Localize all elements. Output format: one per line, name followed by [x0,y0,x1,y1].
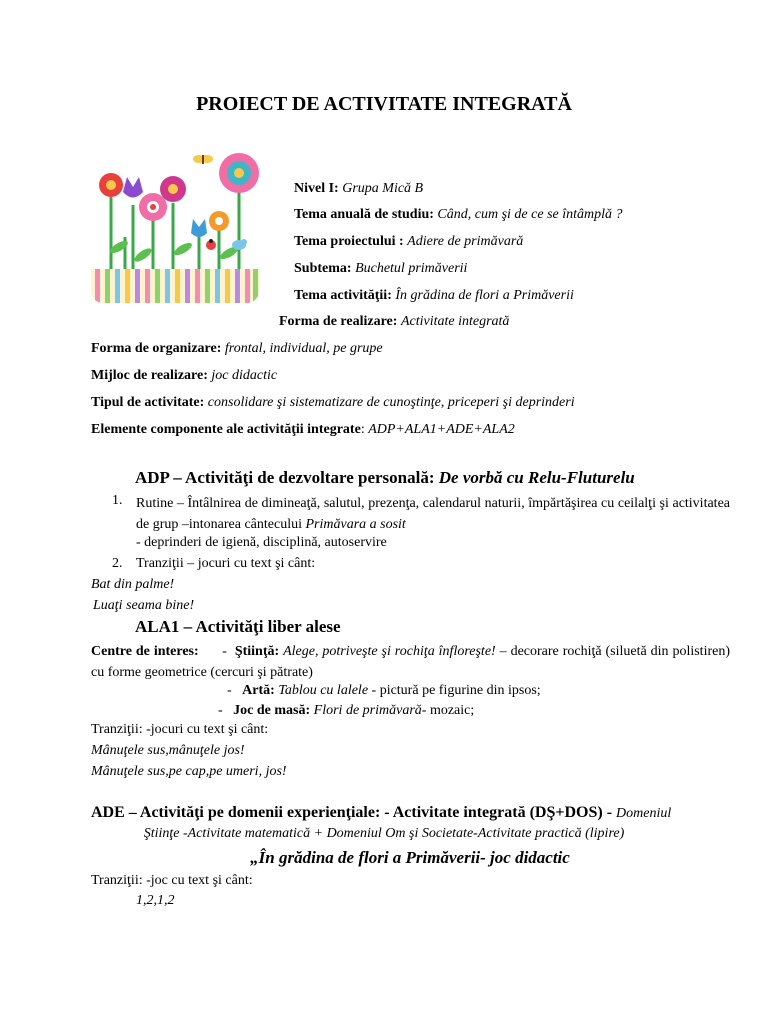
stiinta-title: Alege, potriveşte şi rochiţa înfloreşte! [283,644,496,659]
flower-magenta [160,176,186,202]
striped-band [91,269,259,303]
mijloc-row [91,368,277,384]
ade-heading-tail: Domeniul [616,806,672,821]
forma-realizare-value: Activitate integrată [400,314,510,329]
tema-anuala-label: Tema anuală de studiu: [294,207,434,222]
adp-item1-number: 1. [112,493,123,508]
stiinta-dash: - [222,644,227,659]
ade-heading-text: ADE – Activităţi pe domenii experienţiale: - Activitate integrată (DŞ+DOS) - [91,804,613,821]
tema-proiect-value: Adiere de primăvară [407,234,524,249]
tema-anuala-value: Când, cum şi de ce se întâmplă ? [437,207,623,222]
adp-heading-title: De vorbă cu Relu-Fluturelu [438,468,635,487]
tema-activitatii-value: În grădina de flori a Primăverii [395,288,574,303]
flower-pink [139,193,167,221]
ala1-tranzitii: Tranziţii: -jocuri cu text şi cânt: [91,722,269,737]
adp-heading-text: ADP – Activităţi de dezvoltare personală: [135,468,435,487]
arta-desc: - pictură pe figurine din ipsos; [371,683,541,698]
flower-big-teal [219,153,259,193]
adp-item2-number: 2. [112,556,123,571]
tipul-value: consolidare şi sistematizare de cunoştinţe, priceperi şi deprinderi [207,395,575,410]
centre-label: Centre de interes: [91,644,199,659]
adp-item1-song: Primăvara a sosit [305,517,406,532]
adp-rhyme-1: Bat din palme! [91,577,175,592]
ala1-rhyme-2: Mânuţele sus,pe cap,pe umeri, jos! [91,764,287,779]
tema-proiect-label: Tema proiectului : [294,234,404,249]
document-title: PROIECT DE ACTIVITATE INTEGRATĂ [196,93,572,115]
ade-subtitle: „În grădina de flori a Primăverii- joc didactic [250,848,570,867]
arta-dash: - [227,683,232,698]
adp-item1-sub: - deprinderi de igienă, disciplină, autoservire [136,535,387,550]
nivel-value: Grupa Mică B [342,181,424,196]
adp-item2-text: Tranziţii – jocuri cu text şi cânt: [136,556,316,571]
adp-rhyme-2: Luaţi seama bine! [93,598,195,613]
ade-heading [91,804,671,822]
nivel-label: Nivel I: [294,181,339,196]
forma-realizare-label: Forma de realizare: [279,314,398,329]
ala1-joc [218,703,474,719]
adp-item1 [136,493,730,535]
tipul-label: Tipul de activitate: [91,395,205,410]
forma-organizare-value: frontal, individual, pe grupe [224,341,383,356]
flower-red [99,173,123,197]
arta-title: Tablou cu lalele [278,683,369,698]
adp-heading [135,468,635,488]
ala1-heading: ALA1 – Activităţi liber alese [135,617,341,636]
joc-title: Flori de primăvară [313,703,422,718]
subtema-label: Subtema: [294,261,352,276]
arta-label: Artă: [242,683,275,698]
elemente-row [91,422,515,438]
joc-desc: - mozaic; [421,703,475,718]
stiinta-desc: – decorare rochiţă (siluetă din polistiren) cu forme geometrice (cercuri şi pătrate) [91,644,730,680]
forma-organizare-row [91,341,383,357]
ade-tranzitii: Tranziţii: -joc cu text şi cânt: [91,873,253,888]
tema-activitatii-row [294,288,574,304]
elemente-label: Elemente componente ale activităţii integrate [91,422,361,437]
flower-orange [209,211,229,231]
subtema-row [294,261,467,277]
tema-proiect-row [294,234,523,250]
ala1-centre [91,641,730,683]
elemente-value: ADP+ALA1+ADE+ALA2 [368,422,515,437]
tipul-activitate-row [91,395,575,411]
tema-anuala-row [294,207,623,223]
nivel-row [294,181,423,197]
joc-label: Joc de masă: [233,703,311,718]
adp-item1-text: Rutine – Întâlnirea de dimineaţă, salutul, prezenţa, calendarul naturii, împărtăşirea cu ceilalţi şi activitatea de grup –intonarea cântecului [136,496,730,532]
flower-garden-image [91,137,259,303]
mijloc-value: joc didactic [211,368,278,383]
tema-activitatii-label: Tema activităţii: [294,288,392,303]
flower-garden-illustration [91,137,259,303]
ala1-arta [227,683,541,699]
mijloc-label: Mijloc de realizare: [91,368,208,383]
ade-rhyme: 1,2,1,2 [136,893,175,908]
ade-line-2: Ştiinţe -Activitate matematică + Domeniul Om şi Societate-Activitate practică (lipire) [143,826,625,841]
subtema-value: Buchetul primăverii [355,261,468,276]
elemente-colon: : [360,422,365,437]
stiinta-label: Ştiinţă: [234,644,280,659]
forma-realizare-row [279,314,509,330]
joc-dash: - [218,703,223,718]
ala1-rhyme-1: Mânuţele sus,mânuţele jos! [91,743,245,758]
forma-organizare-label: Forma de organizare: [91,341,222,356]
